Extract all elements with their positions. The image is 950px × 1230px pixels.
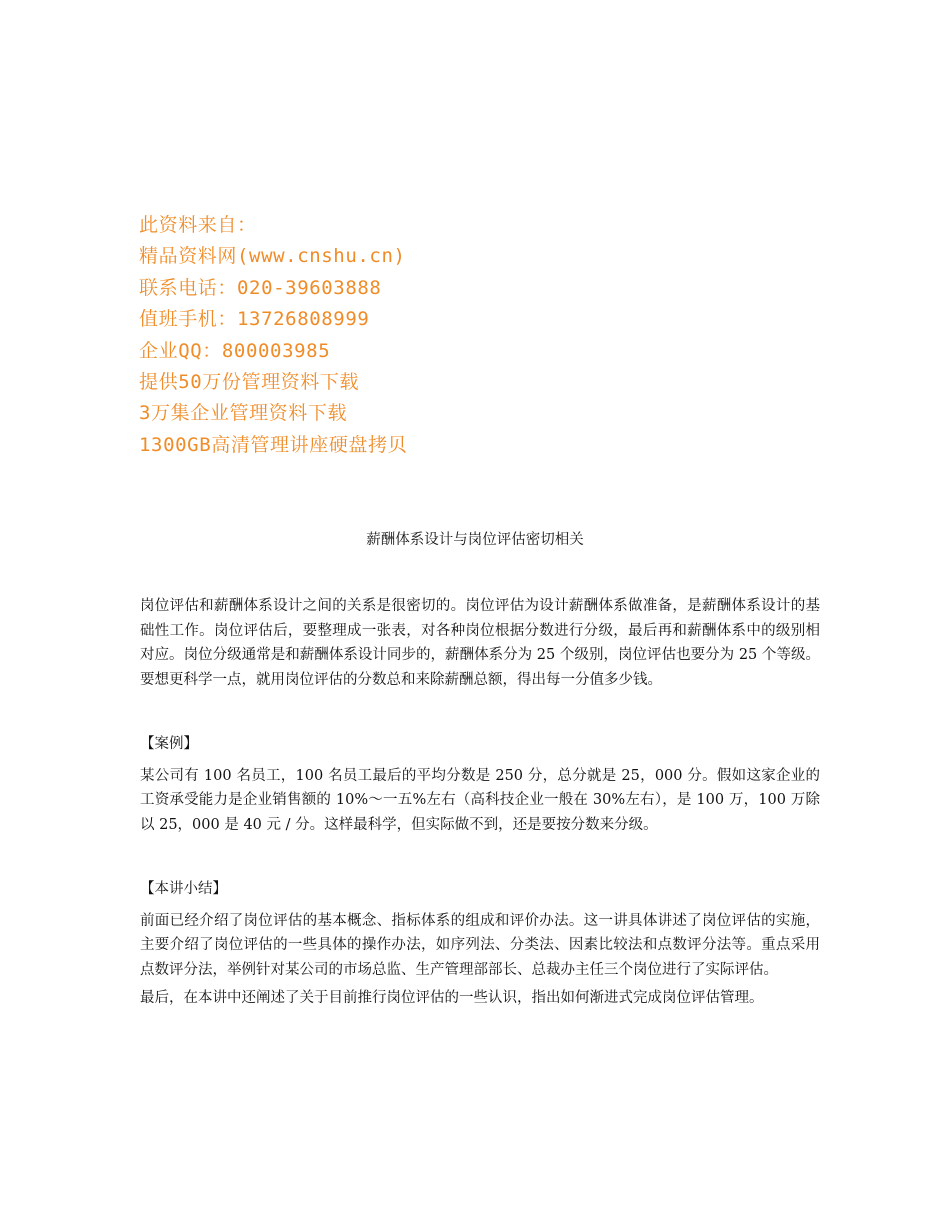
document-body <box>140 594 820 1011</box>
promo-line-phone: 联系电话：020-39603888 <box>139 276 382 299</box>
summary-paragraph-2: 最后，在本讲中还阐述了关于目前推行岗位评估的一些认识，指出如何渐进式完成岗位评估管理。 <box>140 990 764 1006</box>
promo-block <box>139 210 699 461</box>
intro-paragraph: 岗位评估和薪酬体系设计之间的关系是很密切的。岗位评估为设计薪酬体系做准备，是薪酬体系设计的基础性工作。岗位评估后，要整理成一张表，对各种岗位根据分数进行分级，最后再和薪酬体系中的级别相对应。岗位分级通常是和薪酬体系设计同步的，薪酬体系分为 25 个级别，岗位评估也要分为 25 个等级。要想更科学一点，就用岗位评估的分数总和来除薪酬总额，得出每一分值多少钱。 <box>140 598 820 688</box>
promo-line-offer-2: 3万集企业管理资料下载 <box>139 402 348 425</box>
summary-heading: 【本讲小结】 <box>140 881 227 897</box>
spacer <box>140 837 820 877</box>
promo-line-qq: 企业QQ：800003985 <box>139 339 331 362</box>
document-title: 薪酬体系设计与岗位评估密切相关 <box>366 532 584 548</box>
promo-line-website: 精品资料网(www.cnshu.cn) <box>139 245 406 268</box>
spacer <box>140 902 820 909</box>
promo-line-offer-1: 提供50万份管理资料下载 <box>139 370 360 393</box>
promo-line-mobile: 值班手机：13726808999 <box>139 308 370 331</box>
case-heading: 【案例】 <box>140 736 198 752</box>
summary-paragraph-1: 前面已经介绍了岗位评估的基本概念、指标体系的组成和评价办法。这一讲具体讲述了岗位评估的实施，主要介绍了岗位评估的一些具体的操作办法，如序列法、分类法、因素比较法和点数评分法等。重点采用点数评分法，举例针对某公司的市场总监、生产管理部部长、总裁办主任三个岗位进行了实际评估。 <box>140 912 820 978</box>
spacer <box>140 757 820 764</box>
spacer <box>140 692 820 732</box>
promo-line-offer-3: 1300GB高清管理讲座硬盘拷贝 <box>139 433 408 456</box>
case-paragraph: 某公司有 100 名员工，100 名员工最后的平均分数是 250 分，总分就是 25，000 分。假如这家企业的工资承受能力是企业销售额的 10%～一五%左右（高科技企业一般在 30%左右），是 100 万，100 万除以 25，000 是 40 元 / 分。这样最科学，但实际做不到，还是要按分数来分级。 <box>140 767 820 833</box>
promo-line-source: 此资料来自： <box>139 214 257 236</box>
